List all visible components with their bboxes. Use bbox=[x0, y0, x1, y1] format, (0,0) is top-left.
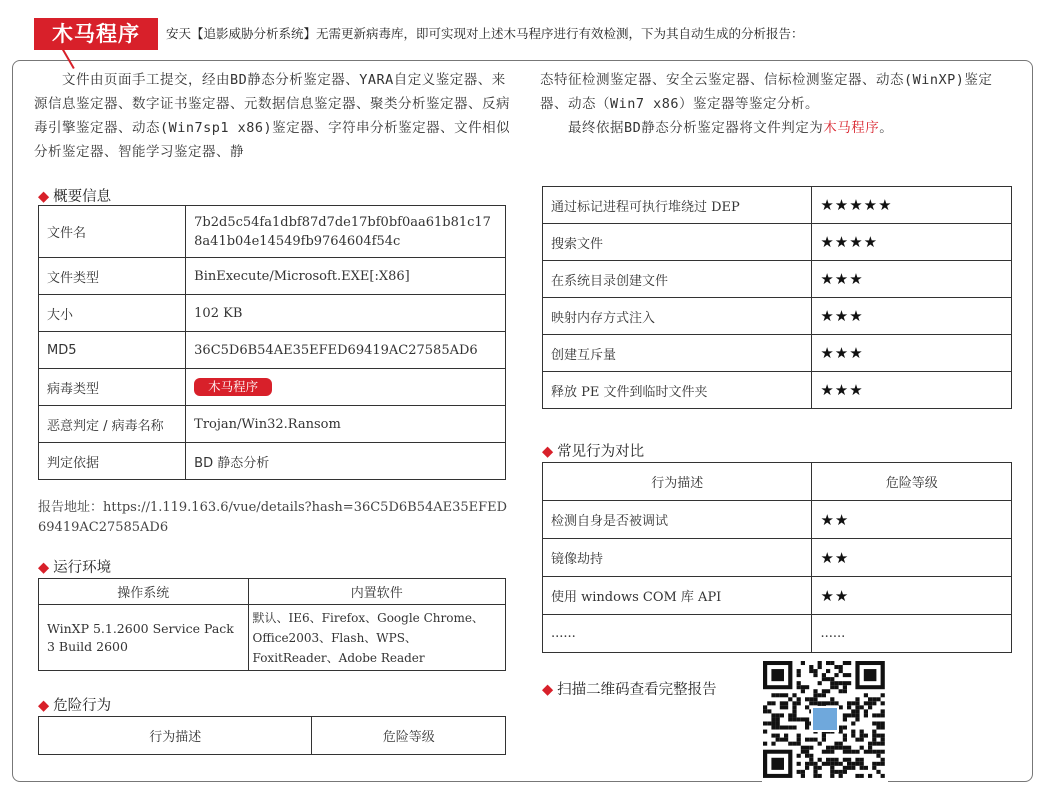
summary-right-line2: 最终依据BD静态分析鉴定器将文件判定为木马程序。 bbox=[540, 120, 894, 136]
label-filetype: 文件类型 bbox=[39, 258, 186, 295]
danger-level: ★★★ bbox=[812, 372, 1012, 409]
danger-table bbox=[542, 186, 1012, 409]
value-virus-type bbox=[186, 369, 506, 406]
env-software: 默认、IE6、Firefox、Google Chrome、Office2003、Flash、WPS、FoxitReader、Adobe Reader bbox=[248, 605, 505, 671]
diamond-icon: ◆ bbox=[38, 560, 50, 576]
common-table bbox=[542, 462, 1012, 653]
trojan-badge: 木马程序 bbox=[34, 18, 158, 50]
common-title: ◆ 常见行为对比 bbox=[542, 444, 645, 460]
danger-desc: 搜索文件 bbox=[543, 224, 812, 261]
label-basis: 判定依据 bbox=[39, 443, 186, 480]
diamond-icon: ◆ bbox=[38, 698, 50, 714]
value-basis: BD 静态分析 bbox=[186, 443, 506, 480]
danger-level: ★★★ bbox=[812, 261, 1012, 298]
summary-left: 文件由页面手工提交，经由BD静态分析鉴定器、YARA自定义鉴定器、来源信息鉴定器、数字证书鉴定器、元数据信息鉴定器、聚类分析鉴定器、反病毒引擎鉴定器、动态(Win7sp1 x86)鉴定器、字符串分析鉴定器、文件相似分析鉴定器、智能学习鉴定器、静 bbox=[34, 72, 511, 160]
danger-level: ★★★★ bbox=[812, 224, 1012, 261]
value-verdict: Trojan/Win32.Ransom bbox=[186, 406, 506, 443]
qr-caption: ◆ 扫描二维码查看完整报告 bbox=[542, 682, 717, 698]
virus-type-pill: 木马程序 bbox=[194, 378, 272, 396]
env-table bbox=[38, 578, 506, 671]
qr-code[interactable] bbox=[762, 660, 888, 782]
danger-title: ◆ 危险行为 bbox=[38, 698, 112, 714]
common-level: ★★ bbox=[812, 577, 1012, 615]
common-header-level: 危险等级 bbox=[812, 463, 1012, 501]
common-desc: 检测自身是否被调试 bbox=[543, 501, 812, 539]
label-md5: MD5 bbox=[39, 332, 186, 369]
value-filetype: BinExecute/Microsoft.EXE[:X86] bbox=[186, 258, 506, 295]
danger-header-level: 危险等级 bbox=[312, 717, 506, 755]
env-header-software: 内置软件 bbox=[248, 579, 505, 605]
danger-level: ★★★★★ bbox=[812, 187, 1012, 224]
intro-text: 安天【追影威胁分析系统】无需更新病毒库，即可实现对上述木马程序进行有效检测，下为其自动生成的分析报告： bbox=[166, 26, 804, 41]
danger-header-table bbox=[38, 716, 506, 755]
danger-desc: 在系统目录创建文件 bbox=[543, 261, 812, 298]
env-title: ◆ 运行环境 bbox=[38, 560, 112, 576]
env-os: WinXP 5.1.2600 Service Pack 3 Build 2600 bbox=[39, 605, 249, 671]
danger-level: ★★★ bbox=[812, 335, 1012, 372]
label-verdict: 恶意判定 / 病毒名称 bbox=[39, 406, 186, 443]
common-level: ★★ bbox=[812, 501, 1012, 539]
common-desc: 使用 windows COM 库 API bbox=[543, 577, 812, 615]
overview-table bbox=[38, 205, 506, 480]
summary-right-line1: 态特征检测鉴定器、安全云鉴定器、信标检测鉴定器、动态(WinXP)鉴定器、动态（Win7 x86）鉴定器等鉴定分析。 bbox=[540, 72, 993, 112]
common-level: ★★ bbox=[812, 539, 1012, 577]
common-desc: ...... bbox=[543, 615, 812, 653]
danger-desc: 创建互斥量 bbox=[543, 335, 812, 372]
verdict-highlight: 木马程序 bbox=[823, 120, 880, 136]
label-size: 大小 bbox=[39, 295, 186, 332]
common-header-desc: 行为描述 bbox=[543, 463, 812, 501]
danger-level: ★★★ bbox=[812, 298, 1012, 335]
value-filename: 7b2d5c54fa1dbf87d7de17bf0bf0aa61b81c178a41b04e14549fb9764604f54c bbox=[186, 206, 506, 258]
report-url: 报告地址：https://1.119.163.6/vue/details?hash=36C5D6B54AE35EFED69419AC27585AD6 bbox=[38, 500, 508, 535]
common-level: ...... bbox=[812, 615, 1012, 653]
danger-desc: 释放 PE 文件到临时文件夹 bbox=[543, 372, 812, 409]
diamond-icon: ◆ bbox=[542, 682, 554, 698]
value-md5: 36C5D6B54AE35EFED69419AC27585AD6 bbox=[186, 332, 506, 369]
summary-right bbox=[540, 68, 1010, 140]
overview-title: ◆ 概要信息 bbox=[38, 189, 112, 205]
danger-header-desc: 行为描述 bbox=[39, 717, 312, 755]
label-virus-type: 病毒类型 bbox=[39, 369, 186, 406]
label-filename: 文件名 bbox=[39, 206, 186, 258]
danger-desc: 通过标记进程可执行堆绕过 DEP bbox=[543, 187, 812, 224]
env-header-os: 操作系统 bbox=[39, 579, 249, 605]
value-size: 102 KB bbox=[186, 295, 506, 332]
diamond-icon: ◆ bbox=[542, 444, 554, 460]
diamond-icon: ◆ bbox=[38, 189, 50, 205]
common-desc: 镜像劫持 bbox=[543, 539, 812, 577]
danger-desc: 映射内存方式注入 bbox=[543, 298, 812, 335]
